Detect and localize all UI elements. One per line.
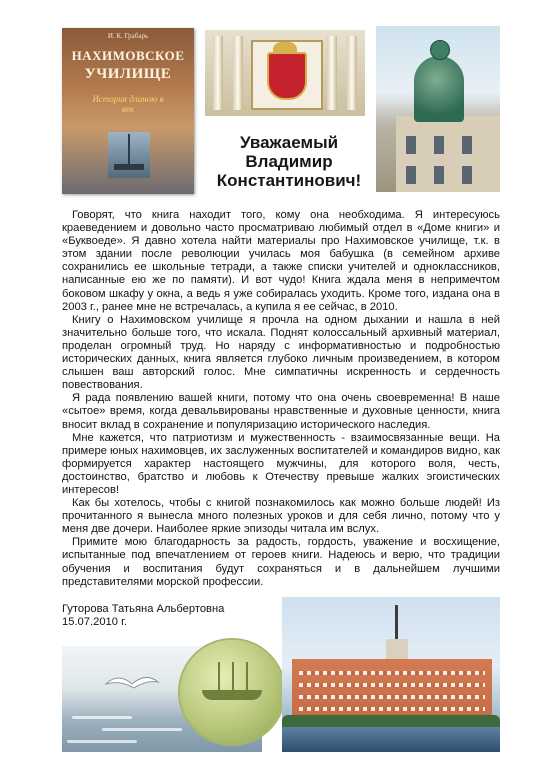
paragraph: Говорят, что книга находит того, кому она необходима. Я интересуюсь краеведением и довольно часто просматриваю любимый отдел в «Доме книги» и «Буквоеде». Я давно хотела найти материалы про Нахимовское училище, т.к. в этом здании после революции училась моя бабушка (в семейном архиве сохранились ее школьные тетради, а также списки учителей и одноклассников, написанные ею же по памяти). И вот чудо! Книга ждала меня в непримечтом боковом шкафу у окна, а ведь я уже собиралась уходить. Кроме того, издана она в 2003 г., ранее мне не встречалась, а купила я ее сейчас, в 2010. — [62, 209, 500, 313]
globe-icon — [430, 40, 450, 60]
cruiser-medal-image — [180, 640, 284, 744]
book-cover-image — [62, 28, 194, 194]
singer-house-dome-image — [376, 26, 500, 192]
coat-of-arms-image — [205, 30, 365, 116]
paragraph: Книгу о Нахимовском училище я прочла на одном дыхании и нашла в ней значительно больше того, что искала. Поднят колоссальный архивный материал, проделан огромный труд. Но наряду с информативностью и подробностью исторических данных, книга является глубоко личным произведением, в котором слышен ваш авторский голос. Мне симпатичны искренность и сердечность повествования. — [62, 313, 500, 392]
signature-name: Гуторова Татьяна Альбертовна — [62, 603, 225, 615]
paragraph: Примите мою благодарность за радость, гордость, уважение и восхищение, испытанные под впечатлением от героев книги. Надеюсь и верю, что традиции обучения и воспитания будут сохраняться и в дальнейшем лучшими представителями морской профессии. — [62, 536, 500, 588]
greeting-heading — [214, 133, 364, 190]
seagull-icon — [104, 670, 160, 696]
paragraph: Мне кажется, что патриотизм и мужественность - взаимосвязанные вещи. На примере юных нахимовцев, их заслуженных воспитателей и командиров видно, как формируется характер настоящего мужчины, для которого воля, честь, достоинство, братство и любовь к Отечеству превыше жалких эгоистических интересов! — [62, 431, 500, 496]
signature-block — [62, 603, 224, 629]
letter-body — [62, 209, 500, 589]
book-title-line2: УЧИЛИЩЕ — [84, 66, 172, 82]
book-author: И. К. Грабарь — [107, 32, 149, 40]
greeting-line2: Владимир — [245, 152, 333, 171]
paragraph: Я рада появлению вашей книги, потому что она очень своевременна! В наше «сытое» время, когда девальвированы нравственные и духовные ценности, книга вносит вклад в сохранение и популяризацию исторического наследия. — [62, 392, 500, 431]
paragraph: Как бы хотелось, чтобы с книгой познакомилось как можно больше людей! Из прочитанного я вынесла много полезных уроков и для себя лично, потому что у меня две дочери. Наиболее яркие эпизоды читала им вслух. — [62, 497, 500, 536]
signature-date: 15.07.2010 г. — [62, 616, 127, 628]
nakhimov-school-building-image — [282, 597, 500, 752]
book-title-line1: НАХИМОВСКОЕ — [71, 48, 185, 63]
greeting-line3: Константинович! — [216, 171, 362, 190]
book-subtitle: История длиною в век — [92, 94, 164, 114]
red-shield-emblem — [267, 52, 307, 100]
greeting-line1: Уважаемый — [239, 133, 339, 152]
